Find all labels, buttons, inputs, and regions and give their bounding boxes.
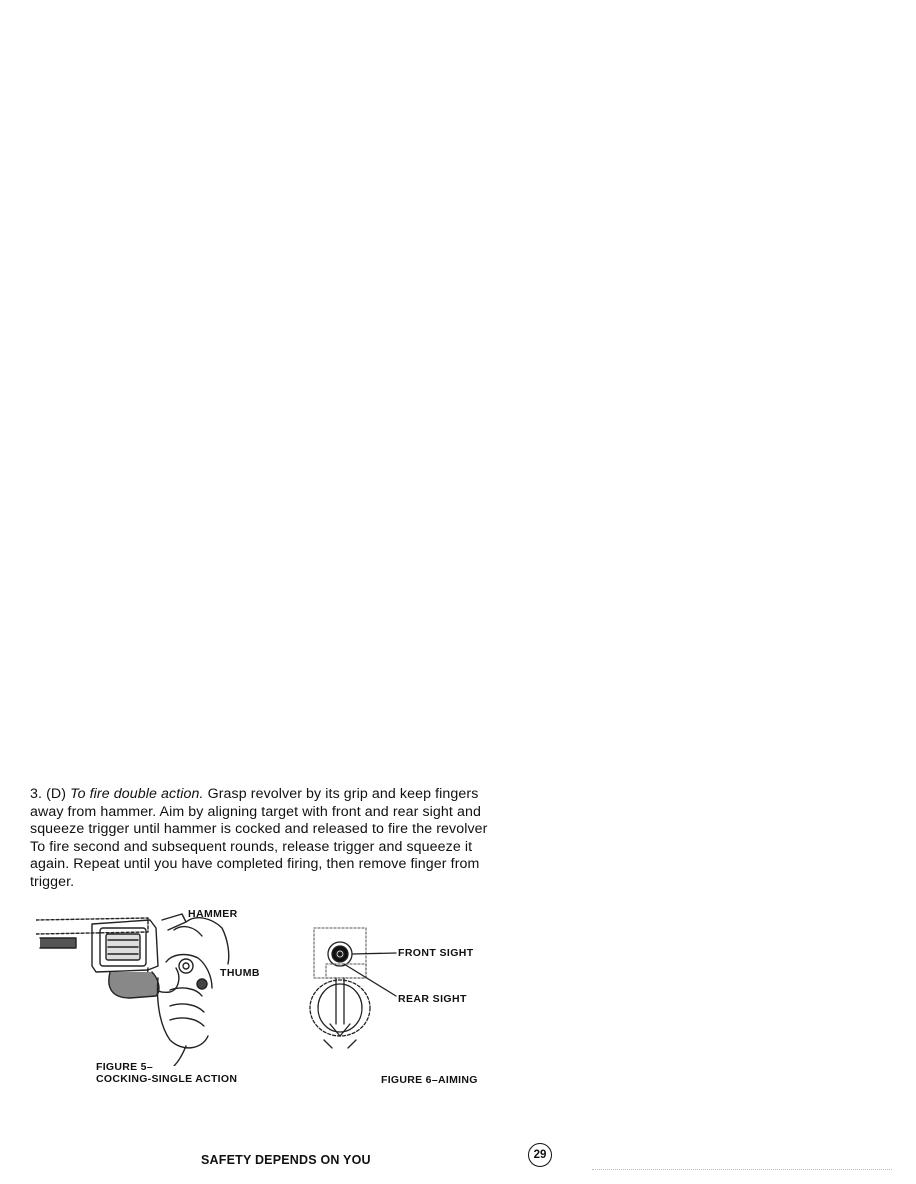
instruction-paragraph — [30, 786, 540, 892]
sight-alignment-illustration — [300, 924, 480, 1054]
figure-6-caption: FIGURE 6–AIMING — [381, 1074, 478, 1086]
step-number: 3. (D) — [30, 786, 67, 802]
paragraph-line-6: trigger. — [30, 873, 75, 890]
footer-slogan: SAFETY DEPENDS ON YOU — [201, 1153, 371, 1167]
revolver-cocking-illustration — [36, 906, 266, 1066]
scan-artifact-dots — [592, 1167, 892, 1170]
figure-5-caption-line-2: COCKING-SINGLE ACTION — [96, 1073, 238, 1085]
paragraph-line-5: again. Repeat until you have completed firing, then remove finger from — [30, 856, 480, 873]
step-title: To fire double action. — [70, 786, 204, 802]
front-sight-label: FRONT SIGHT — [398, 947, 474, 959]
paragraph-line-1: Grasp revolver by its grip and keep fingers — [207, 786, 479, 802]
paragraph-line-3: squeeze trigger until hammer is cocked and released to fire the revolver — [30, 821, 488, 838]
thumb-label: THUMB — [220, 967, 260, 979]
paragraph-line-4: To fire second and subsequent rounds, release trigger and squeeze it — [30, 838, 473, 855]
page-number: 29 — [528, 1143, 552, 1167]
rear-sight-label: REAR SIGHT — [398, 993, 467, 1005]
hammer-label: HAMMER — [188, 908, 238, 920]
figure-5-caption — [96, 1061, 237, 1085]
figure-5-caption-line-1: FIGURE 5– — [96, 1061, 153, 1073]
paragraph-line-2: away from hammer. Aim by aligning target with front and rear sight and — [30, 803, 481, 820]
